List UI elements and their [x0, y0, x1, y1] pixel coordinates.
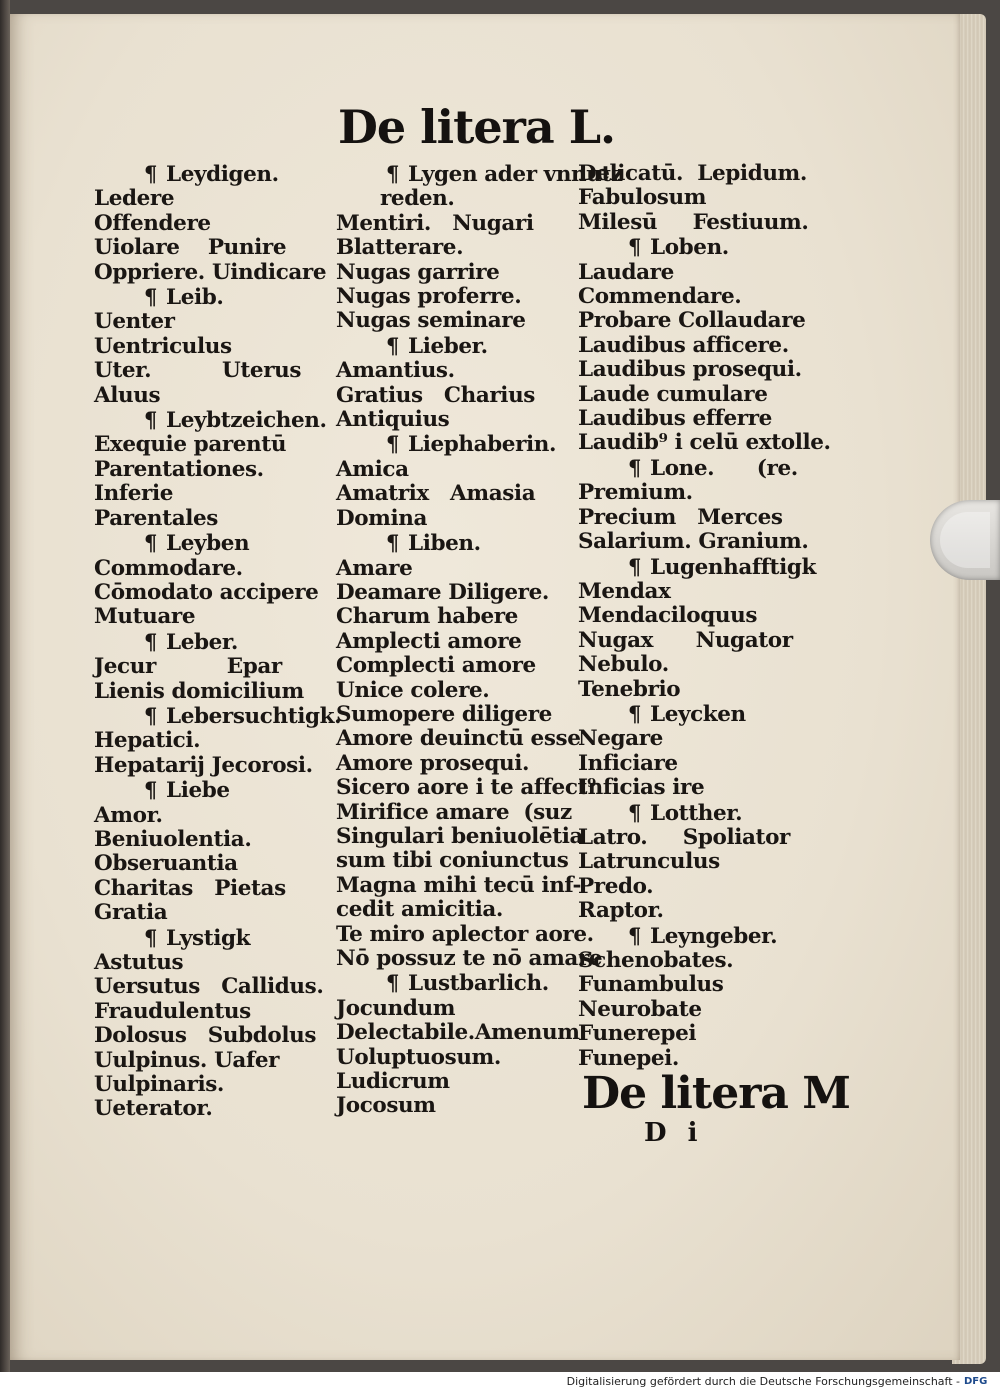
entry-text: Deamare Diligere. — [336, 579, 549, 605]
entry-line — [336, 261, 574, 285]
entry-text: Antiquius — [336, 407, 450, 433]
entry-line — [578, 949, 818, 973]
entry-text: Amantius. — [336, 358, 455, 384]
headword-text: Lygen ader vnnutz — [408, 162, 623, 187]
headword-text: Lebersuchtigk. — [166, 703, 342, 729]
entry-line — [578, 456, 818, 481]
entry-line — [336, 581, 574, 605]
entry-text: Ludicrum — [336, 1069, 450, 1095]
entry-text: Cōmodato accipere — [94, 579, 319, 605]
entry-text: Ueterator. — [94, 1096, 213, 1122]
entry-line — [578, 1022, 818, 1046]
footer-bar — [0, 1372, 1000, 1393]
headword-text: Leydigen. — [166, 162, 279, 187]
entry-line — [336, 971, 574, 996]
entry-line — [336, 1094, 574, 1118]
entry-text: Amica — [336, 456, 409, 482]
entry-line — [94, 901, 334, 925]
entry-line — [578, 924, 818, 949]
pilcrow-icon: ¶ — [386, 431, 399, 457]
entry-text: Commodare. — [94, 555, 243, 581]
entry-text: Parentales — [94, 505, 218, 531]
entry-line — [336, 309, 574, 333]
entry-line — [336, 703, 574, 727]
headword-text: Liben. — [408, 531, 481, 557]
entry-line — [578, 973, 818, 997]
entry-line — [94, 680, 334, 704]
entry-line — [336, 187, 574, 211]
entry-line — [578, 776, 818, 800]
book-spine — [0, 0, 10, 1372]
entry-text: Nebulo. — [578, 652, 669, 678]
entry-line — [94, 384, 334, 408]
entry-line — [336, 921, 594, 947]
entry-line — [94, 1049, 334, 1073]
entry-line — [336, 898, 574, 922]
entry-text: Singulari beniuolētia — [336, 823, 584, 849]
pilcrow-icon: ¶ — [386, 530, 399, 556]
entry-text: Negare — [578, 726, 663, 752]
pilcrow-icon: ¶ — [628, 922, 641, 948]
entry-line — [578, 998, 818, 1022]
entry-text: Dolosus Subdolus — [94, 1023, 317, 1049]
entry-line — [94, 458, 334, 482]
entry-text: Beniuolentia. — [94, 826, 252, 852]
entry-line — [94, 877, 334, 901]
entry-line — [336, 285, 574, 309]
entry-line — [578, 186, 818, 210]
entry-line — [94, 310, 334, 334]
entry-line — [578, 702, 818, 727]
entry-text: Gratius Charius — [336, 382, 536, 408]
entry-line — [578, 678, 818, 702]
entry-text: Nugas seminare — [336, 308, 526, 334]
pilcrow-icon: ¶ — [386, 970, 399, 996]
entry-text: Uoluptuosum. — [336, 1044, 501, 1070]
footer-text: Digitalisierung gefördert durch die Deutsche Forschungsgemeinschaft - — [566, 1375, 960, 1388]
entry-line — [336, 726, 581, 752]
entry-text: Oppriere. Uindicare — [94, 259, 327, 285]
entry-text: Complecti amore — [336, 653, 536, 679]
entry-text: Laudibus efferre — [578, 406, 772, 432]
entry-line — [94, 581, 334, 605]
headword-text: Lieber. — [408, 333, 488, 359]
entry-line — [94, 507, 334, 531]
dfg-logo-icon: DFG — [964, 1376, 988, 1387]
next-section-heading: De litera M — [582, 1068, 850, 1119]
entry-text: Inficias ire — [578, 775, 705, 801]
entry-text: Delicatū. Lepidum. — [578, 161, 807, 186]
headword-text: Lugenhafftigk — [650, 554, 816, 580]
entry-text: Jocosum — [336, 1093, 436, 1119]
entry-line — [336, 801, 574, 825]
entry-text: Aluus — [94, 382, 161, 408]
pilcrow-icon: ¶ — [144, 924, 157, 950]
entry-text: Amor. — [94, 802, 163, 828]
entry-text: Laude cumulare — [578, 381, 768, 407]
entry-line — [336, 531, 574, 556]
entry-text: Offendere — [94, 210, 211, 236]
entry-text: Laudare — [578, 259, 674, 285]
entry-line — [94, 408, 334, 433]
entry-line — [94, 359, 334, 383]
entry-text: sum tibi coniunctus — [336, 848, 569, 874]
entry-line — [336, 359, 574, 383]
entry-line — [578, 430, 831, 456]
entry-text: Inferie — [94, 481, 173, 507]
entry-line — [94, 926, 334, 951]
pilcrow-icon: ¶ — [144, 161, 157, 186]
entry-line — [94, 1024, 334, 1048]
entry-text: Latro. Spoliator — [578, 824, 790, 850]
pilcrow-icon: ¶ — [144, 530, 157, 556]
entry-line — [578, 899, 818, 923]
headword-text: Leib. — [166, 285, 224, 311]
entry-text: Amplecti amore — [336, 628, 522, 654]
pilcrow-icon: ¶ — [144, 628, 157, 654]
entry-line — [336, 432, 574, 457]
entry-text: Astutus — [94, 950, 184, 975]
pilcrow-icon: ¶ — [386, 161, 399, 186]
entry-line — [336, 630, 574, 654]
section-heading: De litera L. — [338, 100, 616, 154]
headword-text: Leyben — [166, 531, 250, 557]
entry-line — [94, 804, 334, 828]
entry-text: Raptor. — [578, 898, 664, 924]
pilcrow-icon: ¶ — [144, 284, 157, 310]
entry-line — [94, 702, 342, 729]
entry-text: Funerepei — [578, 1021, 697, 1047]
entry-line — [336, 679, 574, 703]
entry-text: Funepei. — [578, 1045, 679, 1071]
entry-line — [94, 212, 334, 236]
entry-text: Premium. — [578, 480, 693, 506]
headword-text: Lone. (re. — [650, 455, 798, 481]
entry-text: Gratia — [94, 900, 168, 926]
entry-line — [94, 729, 334, 753]
entry-line — [336, 507, 574, 531]
entry-line — [578, 629, 818, 653]
entry-text: Amore prosequi. — [336, 750, 530, 776]
entry-text: Fraudulentus — [94, 998, 251, 1024]
entry-line — [94, 828, 334, 852]
entry-line — [94, 433, 334, 457]
entry-line — [94, 630, 334, 655]
entry-text: Jocundum — [336, 995, 456, 1021]
entry-line — [336, 384, 574, 408]
entry-line — [94, 1073, 334, 1097]
headword-text: Loben. — [650, 235, 729, 261]
headword-text: Leyngeber. — [650, 923, 778, 949]
entry-text: cedit amicitia. — [336, 897, 504, 923]
entry-line — [578, 555, 818, 580]
entry-line — [336, 482, 574, 506]
pilcrow-icon: ¶ — [628, 454, 641, 480]
entry-line — [336, 997, 574, 1021]
headword-text: Lystigk — [166, 925, 251, 951]
column-1 — [94, 161, 342, 1122]
entry-text: Uersutus Callidus. — [94, 974, 324, 1000]
entry-text: Uter. Uterus — [94, 358, 302, 384]
pilcrow-icon: ¶ — [144, 777, 157, 803]
entry-text: Parentationes. — [94, 456, 264, 482]
entry-line — [336, 334, 574, 359]
entry-text: Sicero aore i te affect⁹ — [336, 775, 597, 801]
pilcrow-icon: ¶ — [144, 702, 157, 728]
entry-line — [94, 778, 334, 803]
entry-line — [578, 407, 818, 431]
headword-text: Leycken — [650, 701, 746, 727]
entry-text: Hepatici. — [94, 728, 201, 754]
pilcrow-icon: ¶ — [144, 407, 157, 433]
entry-text: Precium Merces — [578, 504, 783, 530]
entry-line — [94, 285, 334, 310]
entry-text: Uulpinaris. — [94, 1072, 224, 1098]
entry-line — [336, 654, 574, 678]
entry-text: Amare — [336, 555, 413, 581]
entry-text: Exequie parentū — [94, 432, 287, 458]
entry-line — [336, 775, 597, 801]
signature-mark: D i — [644, 1118, 704, 1148]
entry-text: Latrunculus — [578, 849, 720, 875]
entry-text: Nugas proferre. — [336, 284, 522, 310]
entry-line — [94, 482, 334, 506]
entry-line — [578, 801, 818, 826]
pilcrow-icon: ¶ — [628, 234, 641, 260]
entry-text: Mutuare — [94, 604, 196, 630]
entry-line — [578, 653, 818, 677]
entry-text: Salarium. Granium. — [578, 529, 809, 555]
entry-line — [94, 852, 334, 876]
headword-text: Liephaberin. — [408, 432, 557, 458]
entry-line — [336, 946, 603, 971]
headword-text: Lotther. — [650, 800, 743, 826]
entry-line — [94, 335, 334, 359]
entry-text: Nugas garrire — [336, 259, 500, 285]
entry-text: Fabulosum — [578, 185, 707, 211]
pilcrow-icon: ¶ — [628, 799, 641, 825]
entry-text: Hepatarij Jecorosi. — [94, 752, 313, 778]
entry-line — [578, 358, 818, 382]
entry-text: Uentriculus — [94, 333, 232, 359]
entry-text: Blatterare. — [336, 235, 464, 261]
entry-line — [578, 481, 818, 505]
entry-text: Inficiare — [578, 750, 678, 776]
entry-text: Charum habere — [336, 604, 518, 630]
entry-line — [94, 605, 334, 629]
entry-line — [94, 236, 334, 260]
entry-text: Unice colere. — [336, 677, 490, 703]
entry-line — [578, 752, 818, 776]
entry-line — [94, 187, 334, 211]
entry-text: Lienis domicilium — [94, 678, 304, 704]
entry-line — [578, 580, 818, 604]
headword-text: Leybtzeichen. — [166, 408, 327, 434]
entry-text: Laudibus afficere. — [578, 332, 789, 358]
entry-text: Mendax — [578, 578, 671, 604]
entry-line — [336, 849, 574, 873]
entry-text: Funambulus — [578, 972, 724, 998]
entry-line — [94, 1000, 334, 1024]
entry-text: Amatrix Amasia — [336, 481, 536, 507]
entry-line — [94, 951, 334, 975]
entry-line — [94, 162, 334, 187]
entry-text: Magna mihi tecū inf- — [336, 872, 582, 898]
entry-line — [336, 408, 574, 432]
entry-line — [578, 211, 818, 235]
entry-text: Schenobates. — [578, 948, 734, 973]
entry-text: Laudibus prosequi. — [578, 357, 802, 383]
entry-text: Domina — [336, 505, 428, 531]
entry-line — [336, 1046, 574, 1070]
entry-text: Nugax Nugator — [578, 627, 793, 653]
entry-line — [578, 530, 818, 554]
entry-text: Mendaciloquus — [578, 603, 758, 629]
entry-text: Te miro aplector aore. — [336, 921, 594, 947]
entry-line — [578, 309, 818, 333]
entry-line — [94, 754, 334, 778]
entry-text: Tenebrio — [578, 676, 681, 702]
entry-text: Nō possuz te nō amare — [336, 946, 603, 971]
entry-line — [94, 531, 334, 556]
entry-text: Uenter — [94, 309, 175, 335]
entry-text: Uulpinus. Uafer — [94, 1047, 280, 1073]
entry-line — [336, 823, 584, 849]
entry-line — [336, 1020, 580, 1046]
entry-line — [578, 850, 818, 874]
entry-line — [578, 261, 818, 285]
entry-line — [578, 162, 818, 186]
pilcrow-icon: ¶ — [628, 700, 641, 726]
entry-line — [336, 605, 574, 629]
entry-text: Sumopere diligere — [336, 701, 552, 727]
page-clip — [930, 500, 1000, 580]
entry-text: Laudib⁹ i celū extolle. — [578, 430, 831, 456]
entry-line — [578, 285, 818, 309]
entry-line — [336, 458, 574, 482]
pilcrow-icon: ¶ — [628, 553, 641, 579]
entry-text: Uiolare Punire — [94, 235, 287, 261]
entry-line — [578, 604, 818, 628]
headword-text: Lustbarlich. — [408, 971, 549, 997]
entry-line — [336, 161, 623, 187]
column-3 — [578, 161, 831, 1071]
entry-line — [578, 875, 818, 899]
entry-line — [578, 334, 818, 358]
headword-text: Liebe — [166, 778, 230, 804]
entry-text: Amore deuinctū esse — [336, 726, 581, 752]
entry-line — [336, 236, 574, 260]
entry-line — [336, 212, 574, 236]
entry-text: Mentiri. Nugari — [336, 210, 534, 236]
entry-text: Charitas Pietas — [94, 875, 286, 901]
entry-line — [94, 655, 334, 679]
entry-line — [578, 826, 818, 850]
entry-line — [94, 975, 334, 999]
headword-text: Leber. — [166, 629, 238, 655]
entry-text: Commendare. — [578, 284, 742, 310]
entry-line — [578, 506, 818, 530]
entry-text: Milesū Festiuum. — [578, 209, 809, 235]
entry-line — [336, 752, 574, 776]
entry-line — [336, 1070, 574, 1094]
entry-text: Delectabile.Amenum — [336, 1020, 580, 1046]
entry-line — [578, 727, 818, 751]
entry-text: Mirifice amare (suz — [336, 799, 572, 825]
entry-text: Obseruantia — [94, 851, 238, 877]
entry-line — [94, 1097, 334, 1121]
entry-line — [578, 383, 818, 407]
entry-text: Predo. — [578, 873, 654, 899]
entry-line — [336, 872, 582, 898]
entry-text: Probare Collaudare — [578, 308, 806, 334]
entry-text: Neurobate — [578, 996, 702, 1022]
entry-text: Jecur Epar — [94, 654, 282, 680]
pilcrow-icon: ¶ — [386, 332, 399, 358]
entry-text: Ledere — [94, 186, 175, 212]
entry-line — [94, 261, 334, 285]
entry-line — [336, 557, 574, 581]
entry-line — [94, 557, 334, 581]
entry-line — [578, 235, 818, 260]
entry-text: reden. — [380, 186, 455, 212]
